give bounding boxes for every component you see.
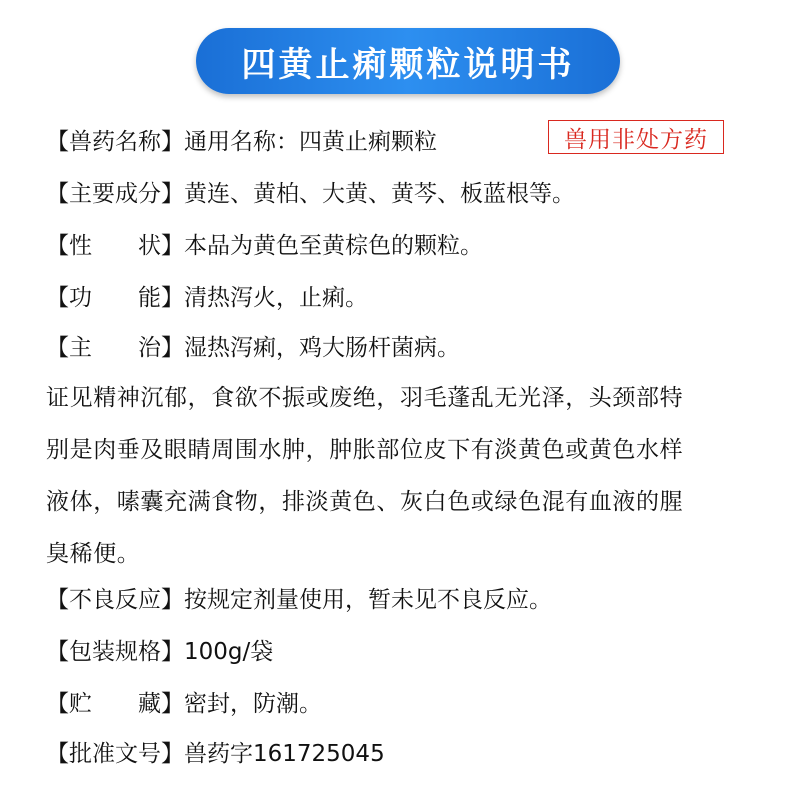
section-name — [46, 128, 437, 156]
section-label: 【 包 装 规 格 】 — [46, 639, 184, 665]
section-storage — [46, 690, 322, 718]
otc-stamp: 兽用非处方药 — [548, 120, 724, 154]
section-value: 密封，防潮。 — [184, 691, 322, 717]
section-approval — [46, 740, 385, 768]
section-value: 按规定剂量使用，暂未见不良反应。 — [184, 587, 552, 613]
section-label: 【 贮 藏 】 — [46, 691, 184, 717]
symptoms-line: 液体，嗉囊充满食物，排淡黄色、灰白色或绿色混有血液的腥 — [46, 489, 684, 515]
section-value: 100g/袋 — [184, 639, 274, 665]
section-indication — [46, 334, 460, 362]
title-banner — [196, 28, 620, 94]
section-value: 本品为黄色至黄棕色的颗粒。 — [184, 233, 483, 259]
section-label: 【 兽 药 名 称 】 — [46, 129, 184, 155]
section-label: 【 性 状 】 — [46, 233, 184, 259]
section-package — [46, 638, 273, 666]
section-label: 【 主 治 】 — [46, 335, 184, 361]
section-value: 湿热泻痢，鸡大肠杆菌病。 — [184, 335, 460, 361]
symptoms-line: 臭稀便。 — [46, 541, 141, 567]
symptoms-line: 别是肉垂及眼睛周围水肿，肿胀部位皮下有淡黄色或黄色水样 — [46, 437, 684, 463]
symptoms-paragraph — [46, 372, 762, 580]
section-function — [46, 284, 368, 312]
section-label: 【 批 准 文 号 】 — [46, 741, 184, 767]
section-value: 通用名称：四黄止痢颗粒 — [184, 129, 437, 155]
section-label: 【 不 良 反 应 】 — [46, 587, 184, 613]
section-label: 【 功 能 】 — [46, 285, 184, 311]
section-label: 【 主 要 成 分 】 — [46, 181, 184, 207]
section-appearance — [46, 232, 483, 260]
section-value: 清热泻火，止痢。 — [184, 285, 368, 311]
section-value: 兽药字161725045 — [184, 741, 385, 767]
section-adverse — [46, 586, 552, 614]
section-value: 黄连、黄柏、大黄、黄芩、板蓝根等。 — [184, 181, 575, 207]
document-title: 四黄止痢颗粒说明书 — [241, 44, 575, 85]
section-ingredients — [46, 180, 575, 208]
symptoms-line: 证见精神沉郁，食欲不振或废绝，羽毛蓬乱无光泽，头颈部特 — [46, 385, 684, 411]
